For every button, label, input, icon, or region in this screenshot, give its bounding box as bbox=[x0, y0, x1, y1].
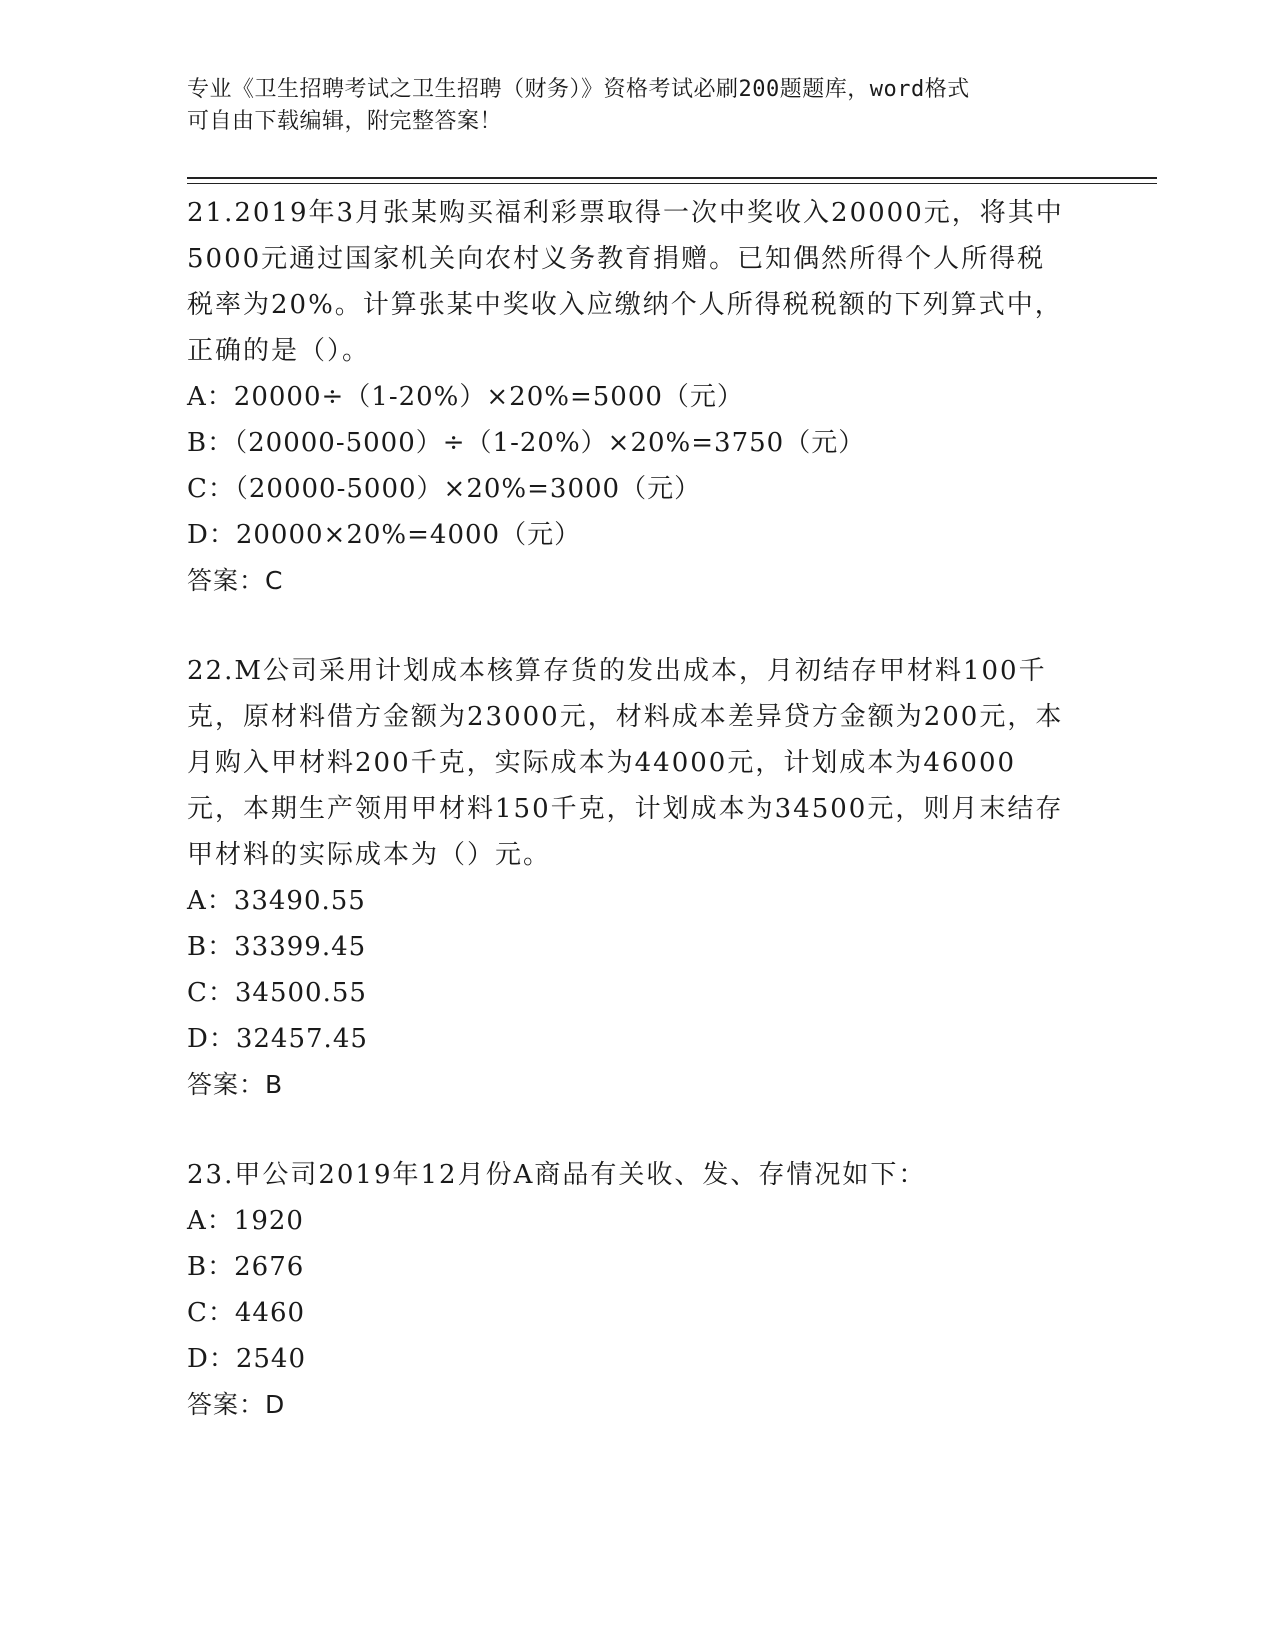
question-22 bbox=[187, 648, 1067, 1108]
header-title-line-2: 可自由下载编辑，附完整答案！ bbox=[187, 109, 503, 134]
option-b: B：（20000-5000）÷（1-20%）×20%=3750（元） bbox=[187, 428, 866, 458]
answer: 答案：C bbox=[187, 566, 284, 595]
question-21 bbox=[187, 190, 1067, 604]
option-c: C：（20000-5000）×20%=3000（元） bbox=[187, 474, 702, 504]
question-spacer bbox=[187, 1108, 1067, 1152]
option-a: A：20000÷（1-20%）×20%=5000（元） bbox=[187, 382, 744, 412]
question-list bbox=[187, 190, 1067, 1428]
option-b: B：33399.45 bbox=[187, 932, 367, 962]
option-b: B：2676 bbox=[187, 1252, 305, 1282]
header-divider-thin bbox=[187, 183, 1157, 184]
question-stem: 21.2019年3月张某购买福利彩票取得一次中奖收入20000元，将其中5000元通过国家机关向农村义务教育捐赠。已知偶然所得个人所得税税率为20%。计算张某中奖收入应缴纳个人所得税税额的下列算式中，正确的是（）。 bbox=[187, 198, 1064, 366]
question-spacer bbox=[187, 604, 1067, 648]
option-d: D：20000×20%=4000（元） bbox=[187, 520, 582, 550]
option-d: D：2540 bbox=[187, 1344, 307, 1374]
question-23 bbox=[187, 1152, 1067, 1428]
answer: 答案：D bbox=[187, 1390, 286, 1419]
option-a: A：1920 bbox=[187, 1206, 304, 1236]
question-stem: 22.M公司采用计划成本核算存货的发出成本，月初结存甲材料100千克，原材料借方金额为23000元，材料成本差异贷方金额为200元，本月购入甲材料200千克，实际成本为44000元，计划成本为46000元，本期生产领用甲材料150千克，计划成本为34500元，则月末结存甲材料的实际成本为（）元。 bbox=[187, 656, 1064, 870]
option-d: D：32457.45 bbox=[187, 1024, 368, 1054]
header-divider-thick bbox=[187, 177, 1157, 179]
option-a: A：33490.55 bbox=[187, 886, 366, 916]
header-title-line-1: 专业《卫生招聘考试之卫生招聘（财务）》资格考试必刷200题题库，word格式 bbox=[187, 77, 970, 102]
option-c: C：34500.55 bbox=[187, 978, 367, 1008]
option-c: C：4460 bbox=[187, 1298, 306, 1328]
document-header bbox=[187, 74, 1067, 138]
answer: 答案：B bbox=[187, 1070, 284, 1099]
question-stem: 23.甲公司2019年12月份A商品有关收、发、存情况如下： bbox=[187, 1160, 927, 1190]
